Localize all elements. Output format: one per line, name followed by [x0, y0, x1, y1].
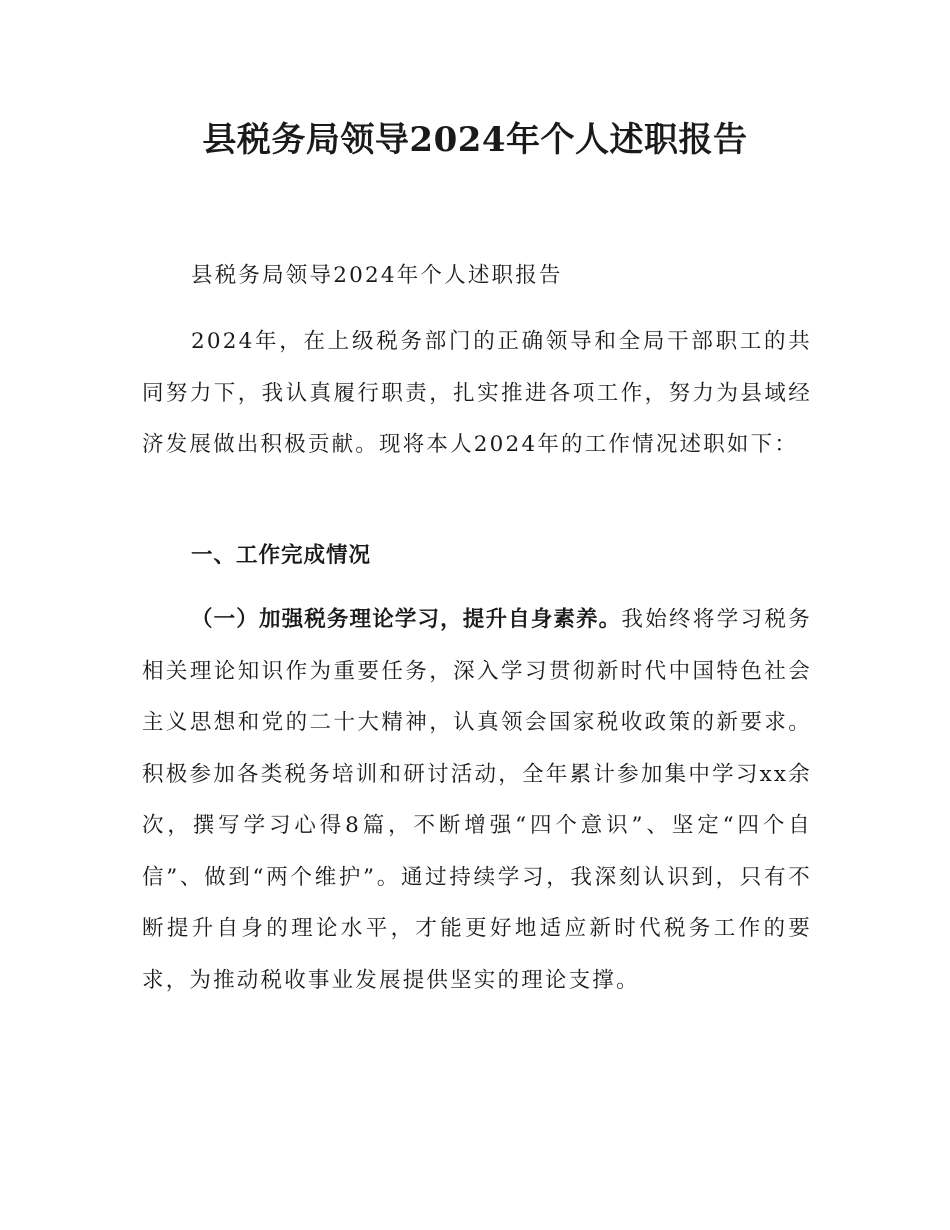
subsection-text: 我始终将学习税务相关理论知识作为重要任务，深入学习贯彻新时代中国特色社会主义思想和党的二十大精神，认真领会国家税收政策的新要求。积极参加各类税务培训和研讨活动，全年累计参加集中学习xx余次，撰写学习心得8篇，不断增强“四个意识”、坚定“四个自信”、做到“两个维护”。通过持续学习，我深刻认识到，只有不断提升自身的理论水平，才能更好地适应新时代税务工作的要求，为推动税收事业发展提供坚实的理论支撑。 [142, 607, 812, 993]
section-heading: 一、工作完成情况 [191, 543, 372, 568]
subsection-lead: （一）加强税务理论学习，提升自身素养。 [191, 607, 622, 632]
document-subtitle: 县税务局领导2024年个人述职报告 [191, 263, 563, 288]
document-title: 县税务局领导2024年个人述职报告 [202, 120, 748, 160]
intro-paragraph: 2024年，在上级税务部门的正确领导和全局干部职工的共同努力下，我认真履行职责，扎实推进各项工作，努力为县域经济发展做出积极贡献。现将本人2024年的工作情况述职如下： [142, 329, 812, 457]
subsection-paragraph [142, 594, 812, 1006]
